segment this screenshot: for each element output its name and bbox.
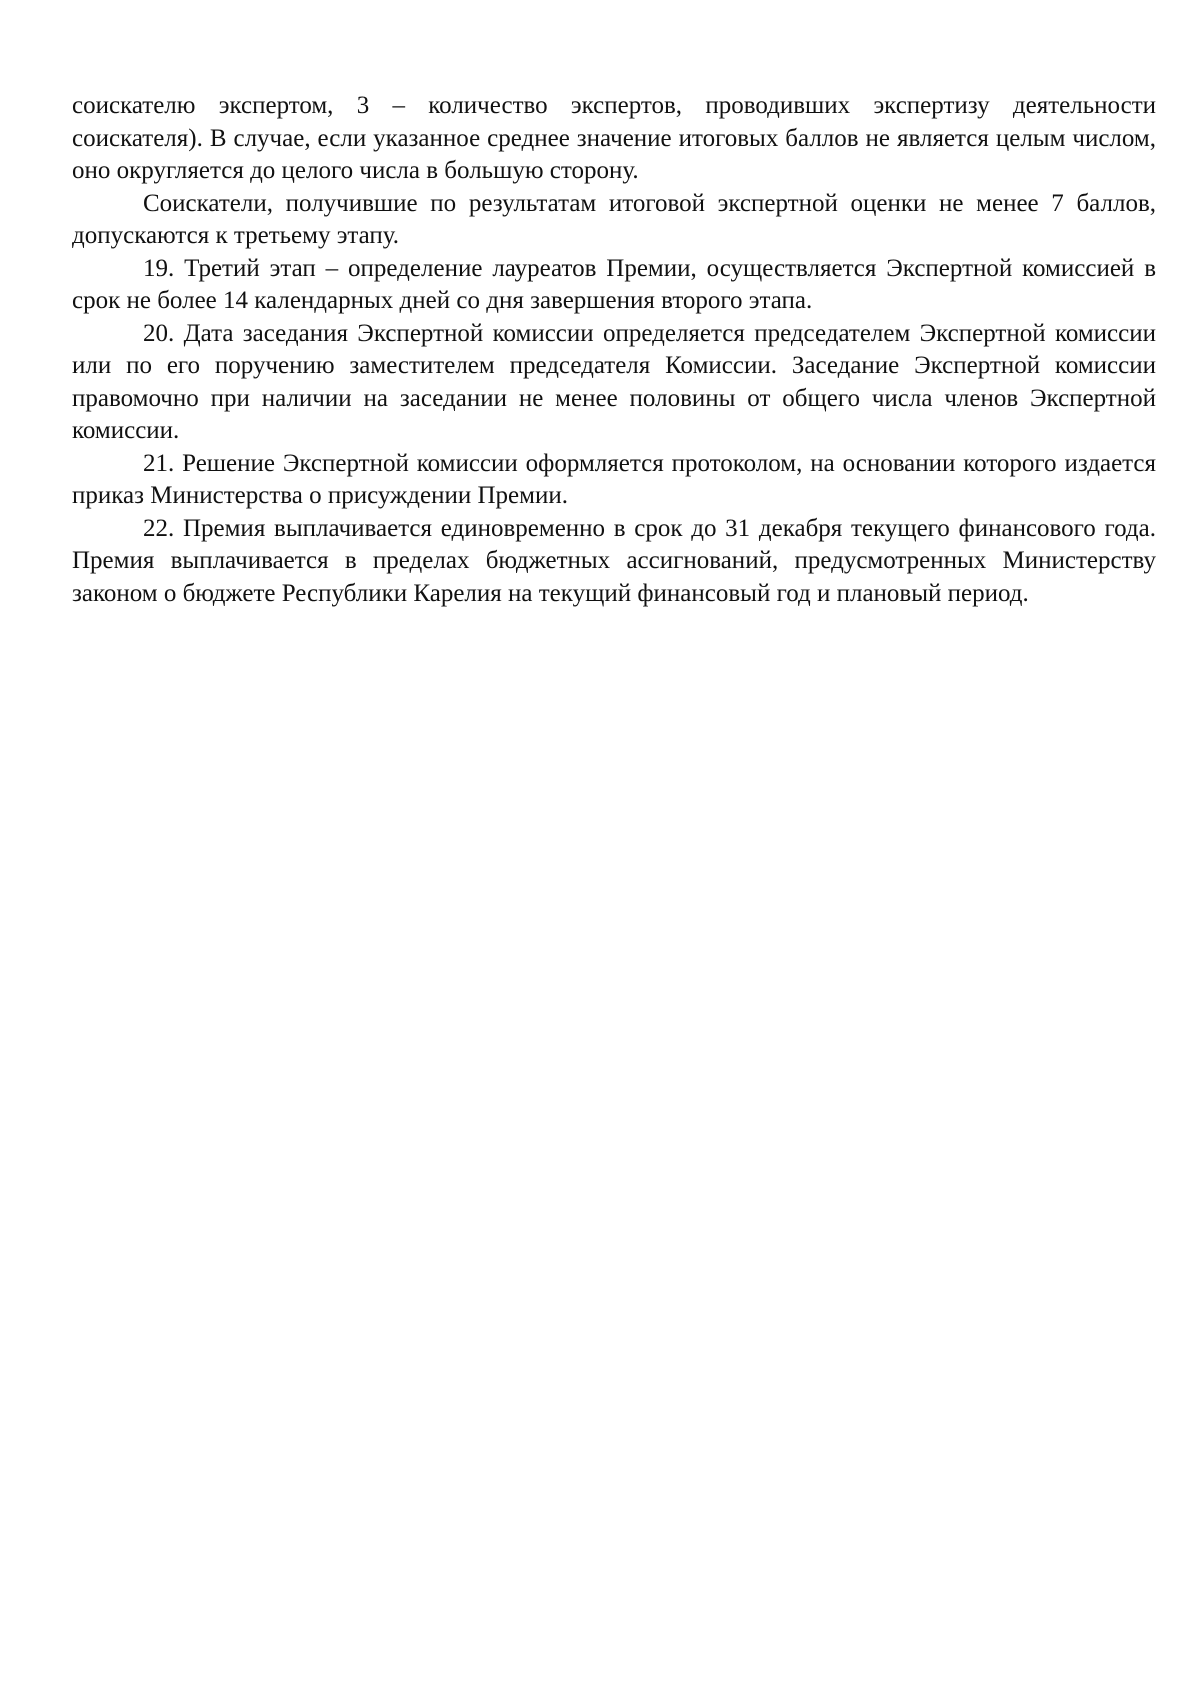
paragraph-admission: Соискатели, получившие по результатам итоговой экспертной оценки не менее 7 баллов, допускаются к третьему этапу. [72, 189, 1156, 249]
paragraph-item-22: 22. Премия выплачивается единовременно в срок до 31 декабря текущего финансового года. Премия выплачивается в пределах бюджетных ассигнований, предусмотренных Министерству законом о бюджете Республики Карелия на текущий финансовый год и плановый период. [72, 514, 1156, 607]
paragraph-item-19: 19. Третий этап – определение лауреатов Премии, осуществляется Экспертной комиссией в срок не более 14 календарных дней со дня завершения второго этапа. [72, 254, 1156, 314]
paragraph-item-21: 21. Решение Экспертной комиссии оформляется протоколом, на основании которого издается приказ Министерства о присуждении Премии. [72, 449, 1156, 509]
paragraph-item-20: 20. Дата заседания Экспертной комиссии определяется председателем Экспертной комиссии или по его поручению заместителем председателя Комиссии. Заседание Экспертной комиссии правомочно при наличии на заседании не менее половины от общего числа членов Экспертной комиссии. [72, 319, 1156, 444]
document-body [72, 90, 1156, 610]
paragraph-continuation: соискателю экспертом, 3 – количество экспертов, проводивших экспертизу деятельности соискателя). В случае, если указанное среднее значение итоговых баллов не является целым числом, оно округляется до целого числа в большую сторону. [72, 92, 1156, 184]
